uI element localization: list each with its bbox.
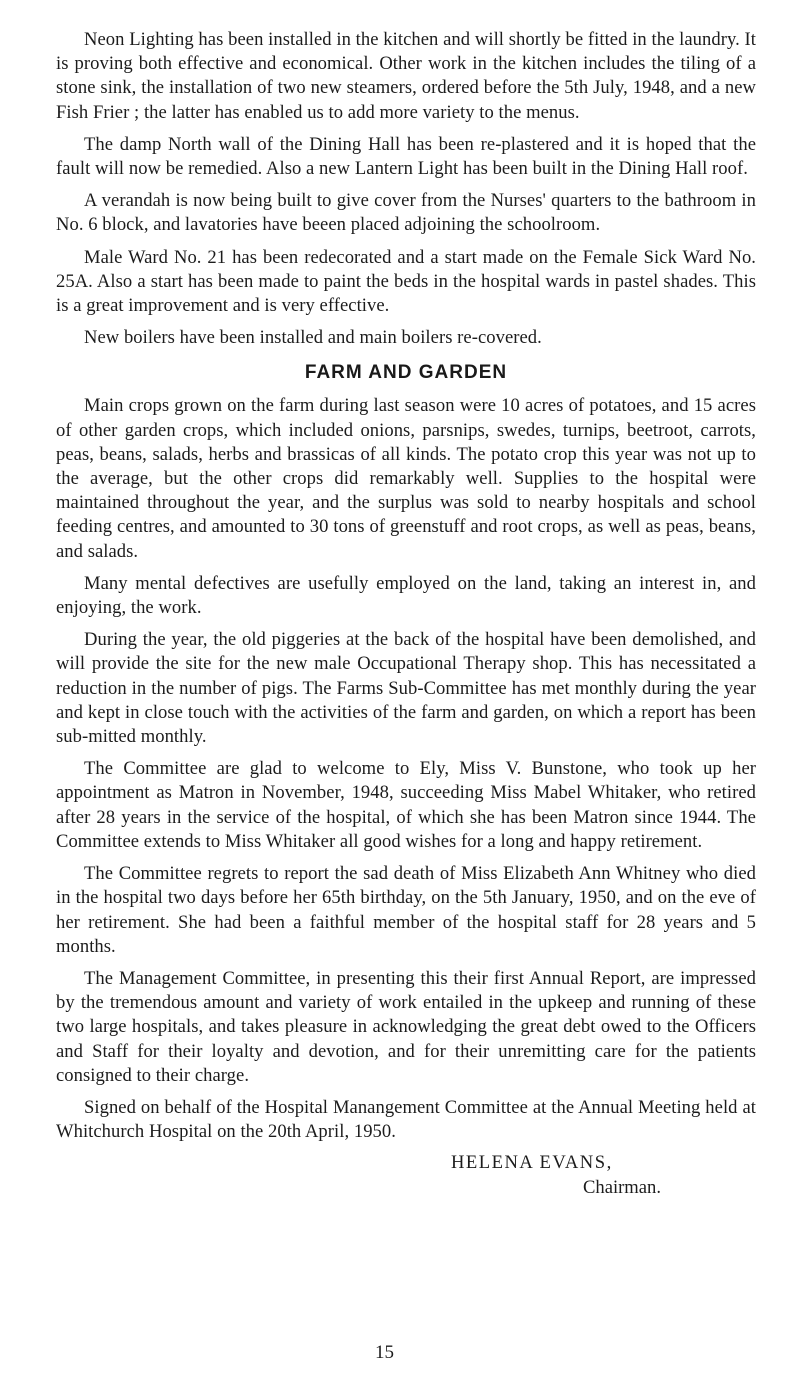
paragraph-death-notice: The Committee regrets to report the sad death of Miss Elizabeth Ann Whitney who died in the hospital two days before her 65th birthday, on the 5th January, 1950, and on the eve of her retirement. She had been a faithful member of the hospital staff for 28 years and 5 months. — [56, 863, 756, 957]
paragraph-signed-on-behalf: Signed on behalf of the Hospital Manangement Committee at the Annual Meeting held at Whitchurch Hospital on the 20th April, 1950. — [56, 1096, 756, 1143]
document-page — [56, 28, 756, 1208]
signature-block — [56, 1152, 756, 1208]
paragraph-verandah: A verandah is now being built to give cover from the Nurses' quarters to the bathroom in No. 6 block, and lavatories have beeen placed adjoining the schoolroom. — [56, 190, 756, 236]
paragraph-neon-lighting: Neon Lighting has been installed in the kitchen and will shortly be fitted in the laundry. It is proving both effective and economical. Other work in the kitchen includes the tiling of a stone sink, the installation of two new steamers, ordered before the 5th July, 1948, and a new Fish Frier ; the latter has enabled us to add more variety to the menus. — [56, 29, 756, 123]
paragraph-mental-defectives: Many mental defectives are usefully employed on the land, taking an interest in, and enjoying, the work. — [56, 572, 756, 619]
paragraph-piggeries: During the year, the old piggeries at the back of the hospital have been demolished, and will provide the site for the new male Occupational Therapy shop. This has necessitated a reduction in the number of pigs. The Farms Sub-Committee has met monthly during the year and kept in close touch with the activities of the farm and garden, on which a report has been sub-mitted monthly. — [56, 629, 756, 748]
signatory-name: HELENA EVANS, — [451, 1152, 613, 1174]
paragraph-boilers: New boilers have been installed and main boilers re-covered. — [84, 327, 542, 349]
section-buildings — [56, 28, 756, 350]
paragraph-wards: Male Ward No. 21 has been redecorated and a start made on the Female Sick Ward No. 25A. Also a start has been made to paint the beds in the hospital wards in pastel shades. This is a great improvement and is very effective. — [56, 246, 756, 317]
paragraph-management-committee: The Management Committee, in presenting this their first Annual Report, are impressed by the tremendous amount and variety of work entailed in the upkeep and running of these two large hospitals, and takes pleasure in acknowledging the great debt owed to the Officers and Staff for their loyalty and devotion, and for their unremitting care for the patients consigned to their charge. — [56, 967, 756, 1086]
page-number: 15 — [375, 1342, 394, 1363]
paragraph-main-crops: Main crops grown on the farm during last season were 10 acres of potatoes, and 15 acres of other garden crops, which included onions, parsnips, swedes, turnips, beetroot, carrots, peas, beans, salads, herbs and brassicas of all kinds. The potato crop this year was not up to the average, but the other crops did remarkably well. Supplies to the hospital were maintained throughout the year, and the surplus was sold to nearby hospitals and school feeding centres, and amounted to 30 tons of greenstuff and root crops, as well as peas, beans, and salads. — [56, 395, 756, 562]
paragraph-matron: The Committee are glad to welcome to Ely, Miss V. Bunstone, who took up her appointment as Matron in November, 1948, succeeding Miss Mabel Whitaker, who retired after 28 years in the service of the hospital, of which she has been Matron since 1944. The Committee extends to Miss Whitaker all good wishes for a long and happy retirement. — [56, 758, 756, 852]
signatory-title: Chairman. — [583, 1177, 661, 1199]
section-heading-farm-and-garden: FARM AND GARDEN — [304, 362, 508, 384]
section-farm-and-garden — [56, 394, 756, 1144]
paragraph-dining-hall: The damp North wall of the Dining Hall has been re-plastered and it is hoped that the fault will now be remedied. Also a new Lantern Light has been built in the Dining Hall roof. — [56, 133, 756, 180]
